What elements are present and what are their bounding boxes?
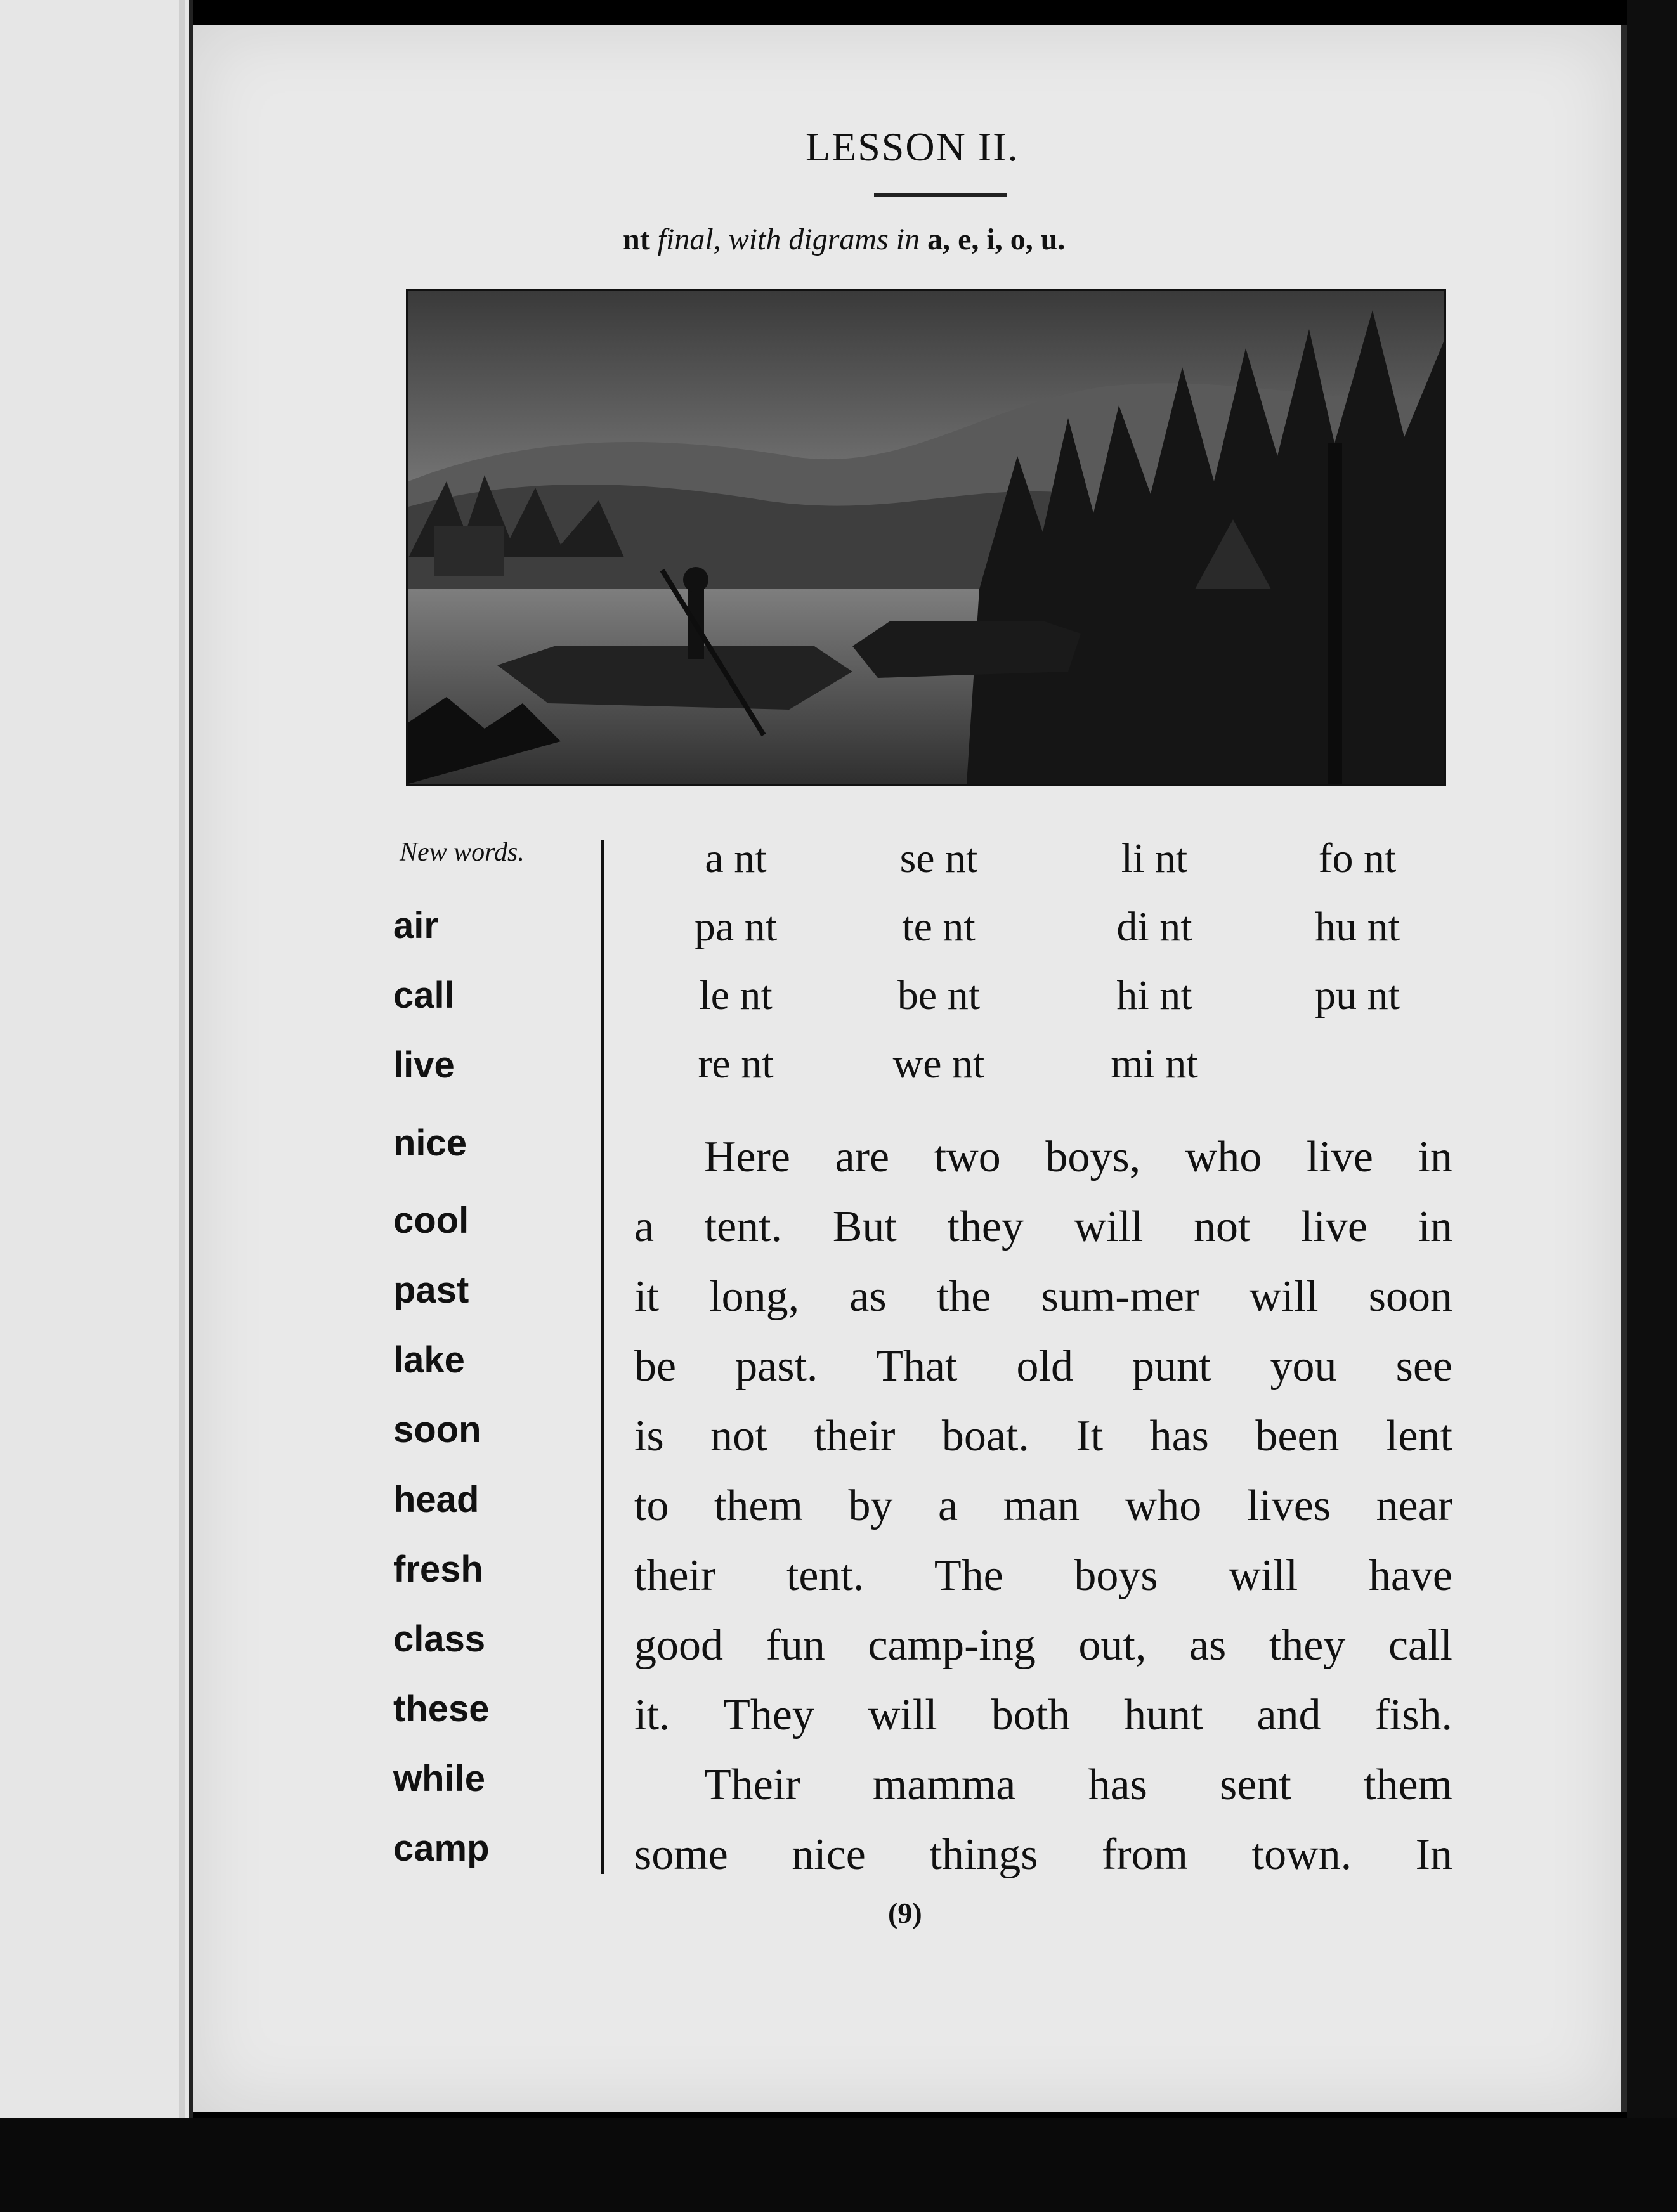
word-cell: hu nt [1315, 904, 1400, 950]
new-word: fresh [393, 1549, 483, 1590]
word-cell: a nt [705, 835, 767, 882]
new-word: past [393, 1270, 469, 1311]
passage-line: good fun camp-ing out, as they call [634, 1621, 1452, 1670]
new-words-label: New words. [400, 838, 525, 867]
lesson-title: LESSON II. [806, 124, 1019, 169]
new-words-list [393, 891, 584, 1883]
word-cell: se nt [899, 835, 978, 882]
new-word: nice [393, 1122, 467, 1164]
word-cell: fo nt [1318, 835, 1397, 882]
passage-line: Their mamma has sent them [704, 1760, 1452, 1809]
new-word: camp [393, 1828, 490, 1869]
word-cell: di nt [1116, 904, 1192, 950]
word-cell: be nt [897, 972, 981, 1018]
word-column-a [641, 824, 831, 1098]
passage-line: it long, as the sum-mer will soon [634, 1272, 1452, 1321]
word-cell: li nt [1121, 835, 1188, 882]
new-word: while [393, 1758, 486, 1799]
new-word: lake [393, 1339, 465, 1381]
camping-lake-illustration [406, 289, 1446, 786]
new-word: soon [393, 1409, 481, 1450]
word-cell: le nt [699, 972, 773, 1018]
book-binding-edge [1627, 0, 1677, 2212]
subtitle-digraph: nt [623, 223, 650, 256]
subtitle-vowels: a, e, i, o, u. [927, 223, 1066, 256]
reading-passage [634, 1122, 1452, 1890]
passage-line: a tent. But they will not live in [634, 1202, 1452, 1251]
new-word: class [393, 1618, 486, 1660]
subtitle-description: final, with digrams in [649, 223, 928, 256]
word-cell: we nt [892, 1041, 985, 1087]
new-word: live [393, 1044, 455, 1086]
word-cell: mi nt [1111, 1041, 1198, 1087]
word-cell: pu nt [1315, 972, 1400, 1018]
word-cell: hi nt [1116, 972, 1192, 1018]
passage-line: be past. That old punt you see [634, 1342, 1452, 1391]
scan-bottom-edge [0, 2118, 1677, 2212]
word-cell: re nt [698, 1041, 774, 1087]
word-cell: pa nt [694, 904, 778, 950]
new-word: cool [393, 1200, 469, 1241]
page-number: (9) [888, 1897, 922, 1929]
title-divider [874, 193, 1007, 197]
passage-line: it. They will both hunt and fish. [634, 1691, 1452, 1740]
lesson-subtitle [623, 222, 1065, 257]
word-column-i [1059, 824, 1250, 1098]
word-cell: te nt [902, 904, 976, 950]
new-word: these [393, 1688, 490, 1729]
passage-line: their tent. The boys will have [634, 1551, 1452, 1600]
passage-line: to them by a man who lives near [634, 1481, 1452, 1530]
passage-line: some nice things from town. In [634, 1830, 1452, 1879]
facing-page-edge [0, 0, 193, 2124]
page-gutter [179, 0, 185, 2124]
column-divider [601, 840, 604, 1874]
new-word: air [393, 905, 438, 946]
new-word: head [393, 1479, 480, 1520]
word-column-o-u [1262, 824, 1452, 1030]
passage-line: is not their boat. It has been lent [634, 1412, 1452, 1461]
engraving-image [408, 291, 1444, 784]
passage-line: Here are two boys, who live in [704, 1133, 1452, 1181]
new-word: call [393, 975, 455, 1016]
word-column-e [844, 824, 1034, 1098]
